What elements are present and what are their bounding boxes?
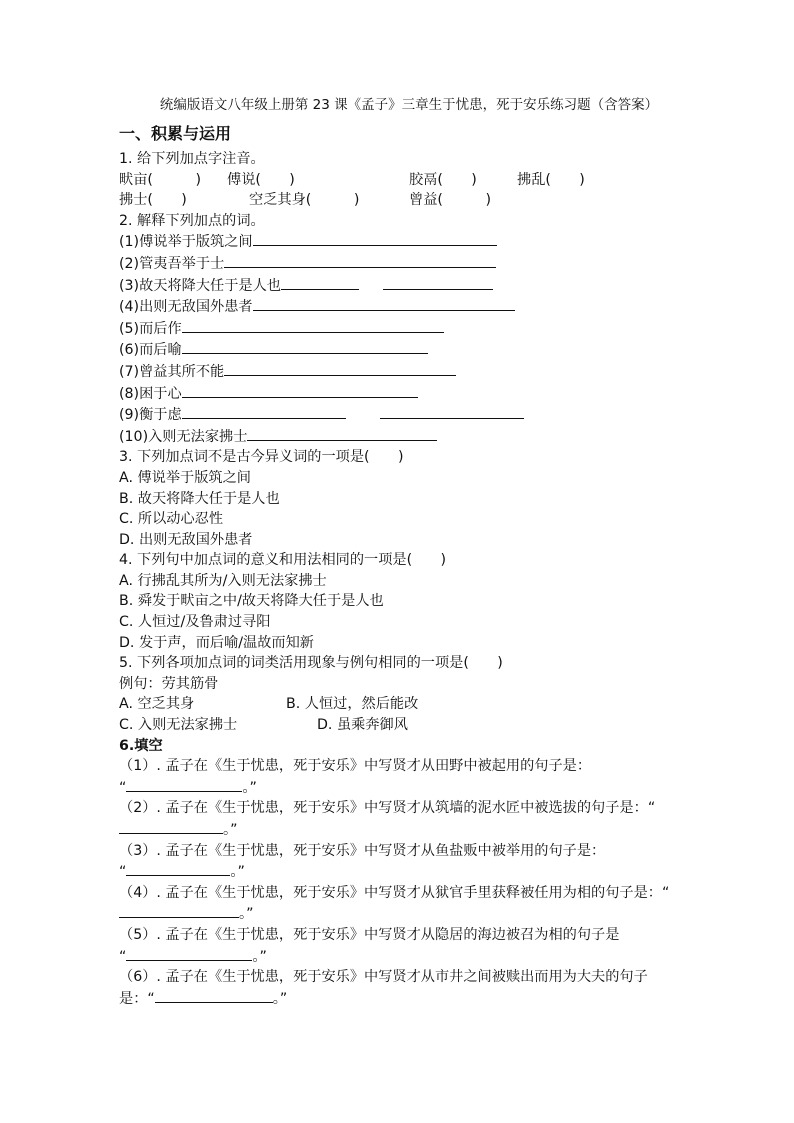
fill-item-3: （3）. 孟子在《生于忧患，死于安乐》中写贤才从鱼盐贩中被举用的句子是： “ 。” bbox=[119, 842, 606, 881]
definition-item: (1)傅说举于版筑之间 bbox=[119, 231, 679, 253]
question-5-stem: 5. 下列各项加点词的词类活用现象与例句相同的一项是( ) bbox=[119, 655, 503, 672]
answer-blank[interactable] bbox=[126, 861, 230, 876]
question-4-stem: 4. 下列句中加点词的意义和用法相同的一项是( ) bbox=[119, 552, 447, 569]
answer-blank[interactable] bbox=[182, 383, 418, 398]
question-2-stem: 2. 解释下列加点的词。 bbox=[119, 212, 265, 229]
answer-blank[interactable] bbox=[253, 231, 497, 246]
answer-blank[interactable] bbox=[119, 819, 223, 834]
definition-item: (10)入则无法家拂士 bbox=[119, 426, 679, 448]
definition-item: (6)而后喻 bbox=[119, 339, 679, 361]
answer-blank[interactable] bbox=[224, 253, 496, 268]
pinyin-item: 空乏其身( ) bbox=[249, 192, 360, 209]
answer-blank[interactable] bbox=[155, 988, 273, 1003]
fill-item-5: （5）. 孟子在《生于忧患，死于安乐》中写贤才从隐居的海边被召为相的句子是 “ 。” bbox=[119, 926, 620, 965]
question-1-stem: 1. 给下列加点字注音。 bbox=[119, 151, 265, 167]
fill-item-1: （1）. 孟子在《生于忧患，死于安乐》中写贤才从田野中被起用的句子是： “ 。” bbox=[119, 758, 592, 796]
answer-blank[interactable] bbox=[182, 404, 346, 419]
fill-item-2: （2）. 孟子在《生于忧患，死于安乐》中写贤才从筑墙的泥水匠中被选拔的句子是：“。” bbox=[119, 800, 656, 838]
pinyin-item: 胶鬲( ) bbox=[409, 171, 477, 188]
option-c[interactable]: C. 人恒过/及鲁肃过寻阳 bbox=[119, 614, 271, 631]
option-d[interactable]: D. 出则无敌国外患者 bbox=[119, 531, 253, 548]
answer-blank[interactable] bbox=[182, 318, 444, 333]
option-a[interactable]: A. 傅说举于版筑之间 bbox=[119, 469, 251, 486]
pinyin-item: 拂乱( ) bbox=[517, 171, 585, 188]
pinyin-item: 拂士( ) bbox=[119, 192, 187, 209]
definition-item: (4)出则无敌国外患者 bbox=[119, 296, 679, 318]
answer-blank[interactable] bbox=[119, 903, 239, 918]
worksheet-page bbox=[119, 96, 679, 1009]
answer-blank[interactable] bbox=[281, 275, 359, 290]
definition-item: (8)困于心 bbox=[119, 383, 679, 405]
question-5-options-row-1 bbox=[119, 694, 679, 715]
question-6-stem: 6.填空 bbox=[119, 737, 163, 754]
option-d[interactable]: D. 发于声，而后喻/温故而知新 bbox=[119, 634, 314, 651]
question-5-options-row-2 bbox=[119, 715, 679, 736]
answer-blank[interactable] bbox=[247, 426, 437, 441]
definition-item: (9)衡于虑 bbox=[119, 404, 679, 426]
document-title: 统编版语文八年级上册第 23 课《孟子》三章生于忧患，死于安乐练习题（含答案） bbox=[159, 97, 659, 113]
answer-blank[interactable] bbox=[224, 361, 456, 376]
option-d[interactable]: D. 虽乘奔御风 bbox=[317, 717, 408, 734]
definition-item: (5)而后作 bbox=[119, 318, 679, 340]
option-a[interactable]: A. 空乏其身 bbox=[119, 696, 195, 713]
pinyin-item: 曾益( ) bbox=[409, 192, 492, 209]
option-c[interactable]: C. 所以动心忍性 bbox=[119, 511, 224, 528]
definition-item: (3)故天将降大任于是人也 bbox=[119, 275, 679, 297]
fill-item-4: （4）. 孟子在《生于忧患，死于安乐》中写贤才从狱官手里获释被任用为相的句子是：“。” bbox=[119, 884, 670, 923]
option-b[interactable]: B. 人恒过，然后能改 bbox=[286, 696, 419, 713]
option-c[interactable]: C. 入则无法家拂士 bbox=[119, 717, 238, 734]
question-3-stem: 3. 下列加点词不是古今异义词的一项是( ) bbox=[119, 449, 404, 466]
question-1-row-2 bbox=[119, 190, 679, 211]
answer-blank[interactable] bbox=[182, 339, 428, 354]
option-b[interactable]: B. 故天将降大任于是人也 bbox=[119, 490, 280, 507]
fill-item-6: （6）. 孟子在《生于忧患，死于安乐》中写贤才从市井之间被赎出而用为大夫的句子是：“ 。” bbox=[119, 969, 648, 1007]
answer-blank[interactable] bbox=[126, 777, 242, 792]
pinyin-item: 畎亩( ) bbox=[119, 171, 202, 188]
pinyin-item: 傅说( ) bbox=[227, 171, 295, 188]
answer-blank[interactable] bbox=[126, 946, 252, 961]
answer-blank[interactable] bbox=[380, 404, 524, 419]
option-a[interactable]: A. 行拂乱其所为/入则无法家拂士 bbox=[119, 572, 327, 589]
section-heading: 一、积累与运用 bbox=[119, 124, 232, 143]
example-sentence: 例句：劳其筋骨 bbox=[119, 675, 219, 692]
answer-blank[interactable] bbox=[253, 296, 515, 311]
definition-item: (7)曾益其所不能 bbox=[119, 361, 679, 383]
answer-blank[interactable] bbox=[383, 275, 493, 290]
definition-item: (2)管夷吾举于士 bbox=[119, 253, 679, 275]
option-b[interactable]: B. 舜发于畎亩之中/故天将降大任于是人也 bbox=[119, 593, 384, 610]
question-1-row-1 bbox=[119, 170, 679, 191]
